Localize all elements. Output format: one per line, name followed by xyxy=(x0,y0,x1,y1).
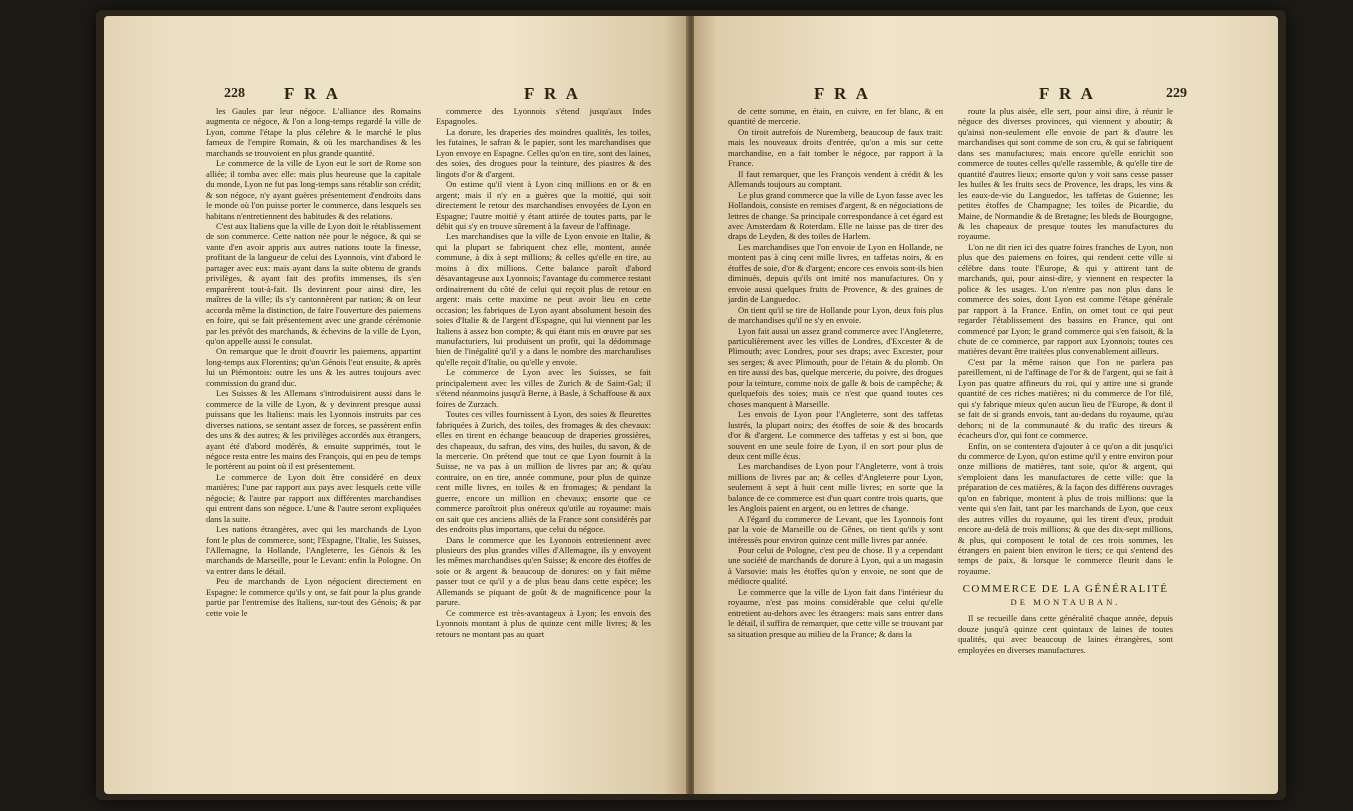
paragraph: Les Suisses & les Allemans s'introduisirent aussi dans le commerce de la ville de Lyon, & y devinrent presque aussi puissans que les Italiens: mais les Lyonnois instruits par ces diverses nations, se sentant assez de forces, se passèrent enfin des uns & des autres; & les privilèges accordés aux étrangers, ayant été d'abord modérés, & ensuite supprimés, tout le négoce resta entre les mains des François, qui en peu de temps le portèrent au point où il est présentement. xyxy=(206,388,421,472)
paragraph: On tient qu'il se tire de Hollande pour Lyon, deux fois plus de marchandises qu'il ne s'y en envoie. xyxy=(728,304,943,326)
running-head-left-2: F R A xyxy=(524,84,581,103)
paragraph: Il faut remarquer, que les François vendent à crédit & les Allemands toujours au comptant. xyxy=(728,168,943,190)
paragraph: On tiroit autrefois de Nuremberg, beaucoup de faux trait: mais les nouveaux droits d'entrée, qu'on a mis sur cette marchandise, en a fait tomber le négoce, par rapport à la France. xyxy=(728,126,943,169)
paragraph: Lyon fait aussi un assez grand commerce avec l'Angleterre, particulièrement avec les villes de Londres, d'Excester & de Plimouth; avec Londres, pour ses draps; avec Excester, pour ses serges; & avec Plimouth, pour de l'étain & du plomb. On en tire aussi des bas, quelque mercerie, du poivre, des drogues pour la teinture, comme noix de galle & bois de campêche; & quelquefois des soies; mais ce n'est que quand toutes ces choses manquent à Marseille. xyxy=(728,325,943,409)
paragraph: de cette somme, en étain, en cuivre, en fer blanc, & en quantité de mercerie. xyxy=(728,106,943,127)
right-page-header xyxy=(694,82,1278,104)
left-page-header xyxy=(104,82,688,104)
paragraph: A l'égard du commerce de Levant, que les Lyonnois font par la voie de Marseille ou de Gênes, on tient qu'ils y sont intéressés pour environ quinze cent mille livres par année. xyxy=(728,513,943,545)
right-page xyxy=(694,16,1278,794)
left-page xyxy=(104,16,688,794)
running-head-left-1: F R A xyxy=(284,84,341,103)
paragraph: Dans le commerce que les Lyonnois entretiennent avec plusieurs des plus grandes villes d'Allemagne, ils y envoyent les mêmes marchandises qu'en Suisse; & encore des étoffes de soie or & argent & beaucoup de dorures: on y fait même passer tout ce qu'il y a de plus beau dans cette espèce; les Allemands se piquant de goût & de magnificence pour la parure. xyxy=(436,534,651,608)
left-page-column-1 xyxy=(206,106,421,766)
paragraph: commerce des Lyonnois s'étend jusqu'aux Indes Espagnoles. xyxy=(436,106,651,127)
section-title: COMMERCE DE LA GÉNÉRALITÉ xyxy=(962,583,1169,596)
paragraph: Le plus grand commerce que la ville de Lyon fasse avec les Hollandois, consiste en remises d'argent, & en négociations de lettres de change. Sa principale correspondance à cet égard est avec Amsterdam & Roterdam. Elle ne laisse pas de tirer des draps de Leyden, & des toiles de Harlem. xyxy=(728,189,943,242)
paragraph: Ce commerce est très-avantageux à Lyon; les envois des Lyonnois montant à plus de quinze cent mille livres; & les retours ne montant pas au quart xyxy=(436,607,651,639)
paragraph: L'on ne dit rien ici des quatre foires franches de Lyon, non plus que des paiemens en foires, qui rendent cette ville si célèbre dans toute l'Europe, & qui y attirent tant de marchands, qui, pour ainsi-dire, y viennent en respecter la police & les usages. L'on n'entre pas non plus dans le commerce des soies, dont Lyon est comme l'étape générale par rapport à la France. Enfin, on omet tout ce qui peut regarder l'établissement des bassins en France, qui ont commencé par Lyon; le grand commerce qui s'en faisoit, & la chute de ce commerce, par rapport aux Lyonnois; toutes ces matières devant être traitées plus convenablement ailleurs. xyxy=(958,241,1173,357)
paragraph: Le commerce que la ville de Lyon fait dans l'intérieur du royaume, n'est pas moins considérable que celui qu'elle entretient au-dehors avec les étrangers: mais sans entrer dans le détail, il suffira de remarquer, que cette ville se trouvant par sa situation presque au milieu de la France; & dans la xyxy=(728,586,943,639)
paragraph: Les envois de Lyon pour l'Angleterre, sont des taffetas lustrés, la plupart noirs; des étoffes de soie & des brocards d'or & d'argent. Le commerce des taffetas y est si bon, que souvent en une seule foire de Lyon, il en sort pour plus de deux cent mille écus. xyxy=(728,409,943,461)
paragraph: Le commerce de Lyon avec les Suisses, se fait principalement avec les villes de Zurich & de Saint-Gal; il s'étend néanmoins jusqu'à Berne, à Basle, à Schaffouse & aux foires de Zurzach. xyxy=(436,367,651,409)
paragraph: Les marchandises que l'on envoie de Lyon en Hollande, ne montent pas à cinq cent mille livres, en taffetas noirs, & en étoffes de soie, d'or & d'argent; encore ces envois sont-ils bien diminués, depuis qu'ils ont imité nos manufactures. On y envoie aussi quelques fruits de Provence, & des graines de jardin de Languedoc. xyxy=(728,241,943,305)
paragraph: Enfin, on se contentera d'ajouter à ce qu'on a dit jusqu'ici du commerce de Lyon, qu'on estime qu'il y entre environ pour onze millions de matières, tant soie, qu'or & argent, qui s'emploient dans les manufactures de cette ville: que la préparation de ces matières, & la façon des différens ouvrages qu'on en fabrique, montent à plus de trois millions: que la vente qui s'en fait, tant par les marchands de Lyon, que ceux des autres villes du royaume, qui les tirent d'eux, produit encore au-delà de trois millions; & que des dix-sept millions, & plus, qui composent le total de ces trois sommes, les étrangers en paient bien environ le tiers; ce qui s'entend des temps de paix, & lorsque le commerce fleurit dans le royaume. xyxy=(958,440,1173,576)
paragraph: Les nations étrangères, avec qui les marchands de Lyon font le plus de commerce, sont; l'Espagne, l'Italie, les Suisses, l'Allemagne, la Hollande, l'Angleterre, les Génois & les marchands de Marseille, pour le Levant: enfin la Pologne. On va entrer dans le détail. xyxy=(206,524,421,576)
paragraph: Le commerce de Lyon doit être considéré en deux manières; l'une par rapport aux pays avec lesquels cette ville négocie; & l'autre par rapport aux différentes marchandises qui entrent dans son négoce. L'une & l'autre seront expliquées dans la suite. xyxy=(206,471,421,524)
running-head-right-1: F R A xyxy=(814,84,871,103)
running-head-right-2: F R A xyxy=(1039,84,1096,103)
paragraph: Les marchandises que la ville de Lyon envoie en Italie, & qui la plupart se fabriquent chez elle, montent, année commune, à dix à sept millions; & celles qu'elle en tire, au moins à dix millions. Cette balance paroît d'abord désavantageuse aux Lyonnois; l'avantage du commerce restant ordinairement du côté de celui qui reçoit plus de retour en argent: mais cette maxime ne peut avoir lieu en cette occasion; les fabriques de Lyon ayant absolument besoin des soies d'Italie & de l'argent d'Espagne, qui lui viennent par les Italiens à assez bon compte; & qui étant mis en œuvre par ses manufacturiers, lui produisent un profit, qui la dédommage bien de l'inégalité qu'il y a dans le nombre des marchandises qu'elle reçoit d'Italie, ou qu'elle y envoie. xyxy=(436,231,651,367)
paragraph: Il se recueille dans cette généralité chaque année, depuis douze jusqu'à quinze cent quintaux de laines de toutes qualités, qui avec beaucoup de laines étrangères, sont employées en diverses manufactures. xyxy=(958,613,1173,655)
open-book xyxy=(96,10,1286,800)
paragraph: les Gaules par leur négoce. L'alliance des Romains augmenta ce négoce, & l'on a long-temps regardé la ville de Lyon, comme l'étape la plus célebre & le marché le plus fameux de l'empire Romain, & où les marchandises & les marchands se trouvoient en plus grande quantité. xyxy=(206,106,421,158)
paragraph: C'est par la même raison que l'on ne parlera pas pareillement, ni de l'affinage de l'or & de l'argent, qui se fait à Lyon pas quatre affineurs du roi, qui y attire une si grande quantité de ces riches matières; ni du commerce de l'or filé, qui s'y fabrique mieux qu'en aucun lieu de l'Europe, & dont il se fait de si grands envois, tant au-dedans du royaume, qu'au dehors; ni de la communauté & du trafic des tireurs & écacheurs d'or, qui font ce commerce. xyxy=(958,356,1173,441)
page-number-left: 228 xyxy=(224,86,245,101)
paragraph: Le commerce de la ville de Lyon eut le sort de Rome son alliée; il tomba avec elle: mais plus heureuse que la capitale du monde, Lyon ne fut pas long-temps sans rétablir son crédit; & son négoce, n'y ayant guères présentement d'endroits dans le monde où l'on puisse porter le commerce, dans lesquels ses habitans n'entretiennent des habitudes & des relations. xyxy=(206,158,421,221)
paragraph: Les marchandises de Lyon pour l'Angleterre, vont à trois millions de livres par an; & celles d'Angleterre pour Lyon, seulement à sept à huit cent mille livres; en sorte que la balance de ce commerce est d'un quart contre trois quarts, que les Anglois paient en argent, ou en lettres de change. xyxy=(728,461,943,514)
paragraph: Pour celui de Pologne, c'est peu de chose. Il y a cependant une société de marchands de dorure à Lyon, qui a un magasin à Varsovie: mais les étoffes qu'on y envoie, ne sont que de médiocre qualité. xyxy=(728,545,943,587)
paragraph: route la plus aisée, elle sert, pour ainsi dire, à réunir le négoce des diverses provinces, qui viennent y aboutir; & qu'ainsi non-seulement elle envoie de part & d'autre les marchandises qui sont comme de son cru, & qui se fabriquent dans ses manufactures; mais encore qu'elle enrichit son commerce de toutes celles qu'elle rassemble, & qu'elle tire de quantité d'autres lieux; ensorte qu'on y voit sans cesse passer les huiles & les fruits secs de Provence, les draps, les vins & les eaux-de-vie du Languedoc, les taffetas de Guienne; les petites étoffes de Champagne; les toiles de Picardie, du Maine, de Normandie & de Bretagne; les bleds de Bourgogne, & les chapeaux de presque toutes les manufactures du royaume. xyxy=(958,106,1173,242)
paragraph: La dorure, les draperies des moindres qualités, les toiles, les futaines, le safran & le papier, sont les marchandises que Lyon envoye en Espagne. Celles qu'on en tire, sont des laines, des soies, des drogues pour la teinture, des piastres & des lingots d'or & d'argent. xyxy=(436,126,651,179)
paragraph: Toutes ces villes fournissent à Lyon, des soies & fleurettes fabriquées à Zurich, des toiles, des fromages & des chevaux: elles en tirent en échange beaucoup de draperies grossières, des chapeaux, du safran, des vins, des huiles, du savon, & de la mercerie. On prétend que tout ce que Lyon fournit à la Suisse, ne va pas à un million de livres par an; & qu'au contraire, on en tire, année commune, pour plus de quinze cent mille livres, en toiles & en fromages; & pendant la guerre, encore un million en chevaux; ensorte que ce commerce paroîtroit plus onéreux qu'utile au royaume: mais on sait que ces anciens alliés de la France sont considérés par des endroits plus importans, que celui du négoce. xyxy=(436,409,651,535)
left-page-column-2 xyxy=(436,106,651,766)
paragraph: On remarque que le droit d'ouvrir les paiemens, appartint long-temps aux Florentins; qu'un Génois l'eut ensuite, & après lui un Piémontois: outre les uns & les autres toujours avec commission du grand duc. xyxy=(206,346,421,388)
paragraph: Peu de marchands de Lyon négocient directement en Espagne: le commerce qu'ils y ont, se fait pour la plus grande partie par l'entremise des Italiens, sur-tout des Génois; & par cette voie le xyxy=(206,576,421,618)
paragraph: On estime qu'il vient à Lyon cinq millions en or & en argent; mais il n'y en a guères que la moitié, qui soit directement le retour des marchandises envoyées de Lyon en Espagne; l'autre moitié y étant attirée de toutes parts, par le débit qui s'y en trouve sûrement à la faveur de l'affinage. xyxy=(436,179,651,231)
page-number-right: 229 xyxy=(1166,86,1187,101)
section-subtitle: DE MONTAUBAN. xyxy=(1010,596,1121,607)
right-page-column-1 xyxy=(728,106,943,766)
right-page-column-2 xyxy=(958,106,1173,766)
paragraph: C'est aux Italiens que la ville de Lyon doit le rétablissement de son commerce. Cette nation née pour le négoce, & qui se vante d'en avoir appris aux autres nations toute la finesse, profitant de la langueur de celui des Lyonnois, vint d'abord le partager avec eux: mais ayant dans la suite obtenu de grands privilèges, & ayant fait des profits immenses, ils s'en emparèrent tout-à-fait. Ils devinrent pour ainsi dire, les maîtres de la ville; ils s'y cantonnèrent par nation; & on leur accorda même la distinction, de faire l'ouverture des paiemens en foire, qui se fait présentement avec une grande cérémonie par les prévôt des marchands, & échevins de la ville de Lyon, qu'on appelle aussi le consulat. xyxy=(206,220,421,346)
